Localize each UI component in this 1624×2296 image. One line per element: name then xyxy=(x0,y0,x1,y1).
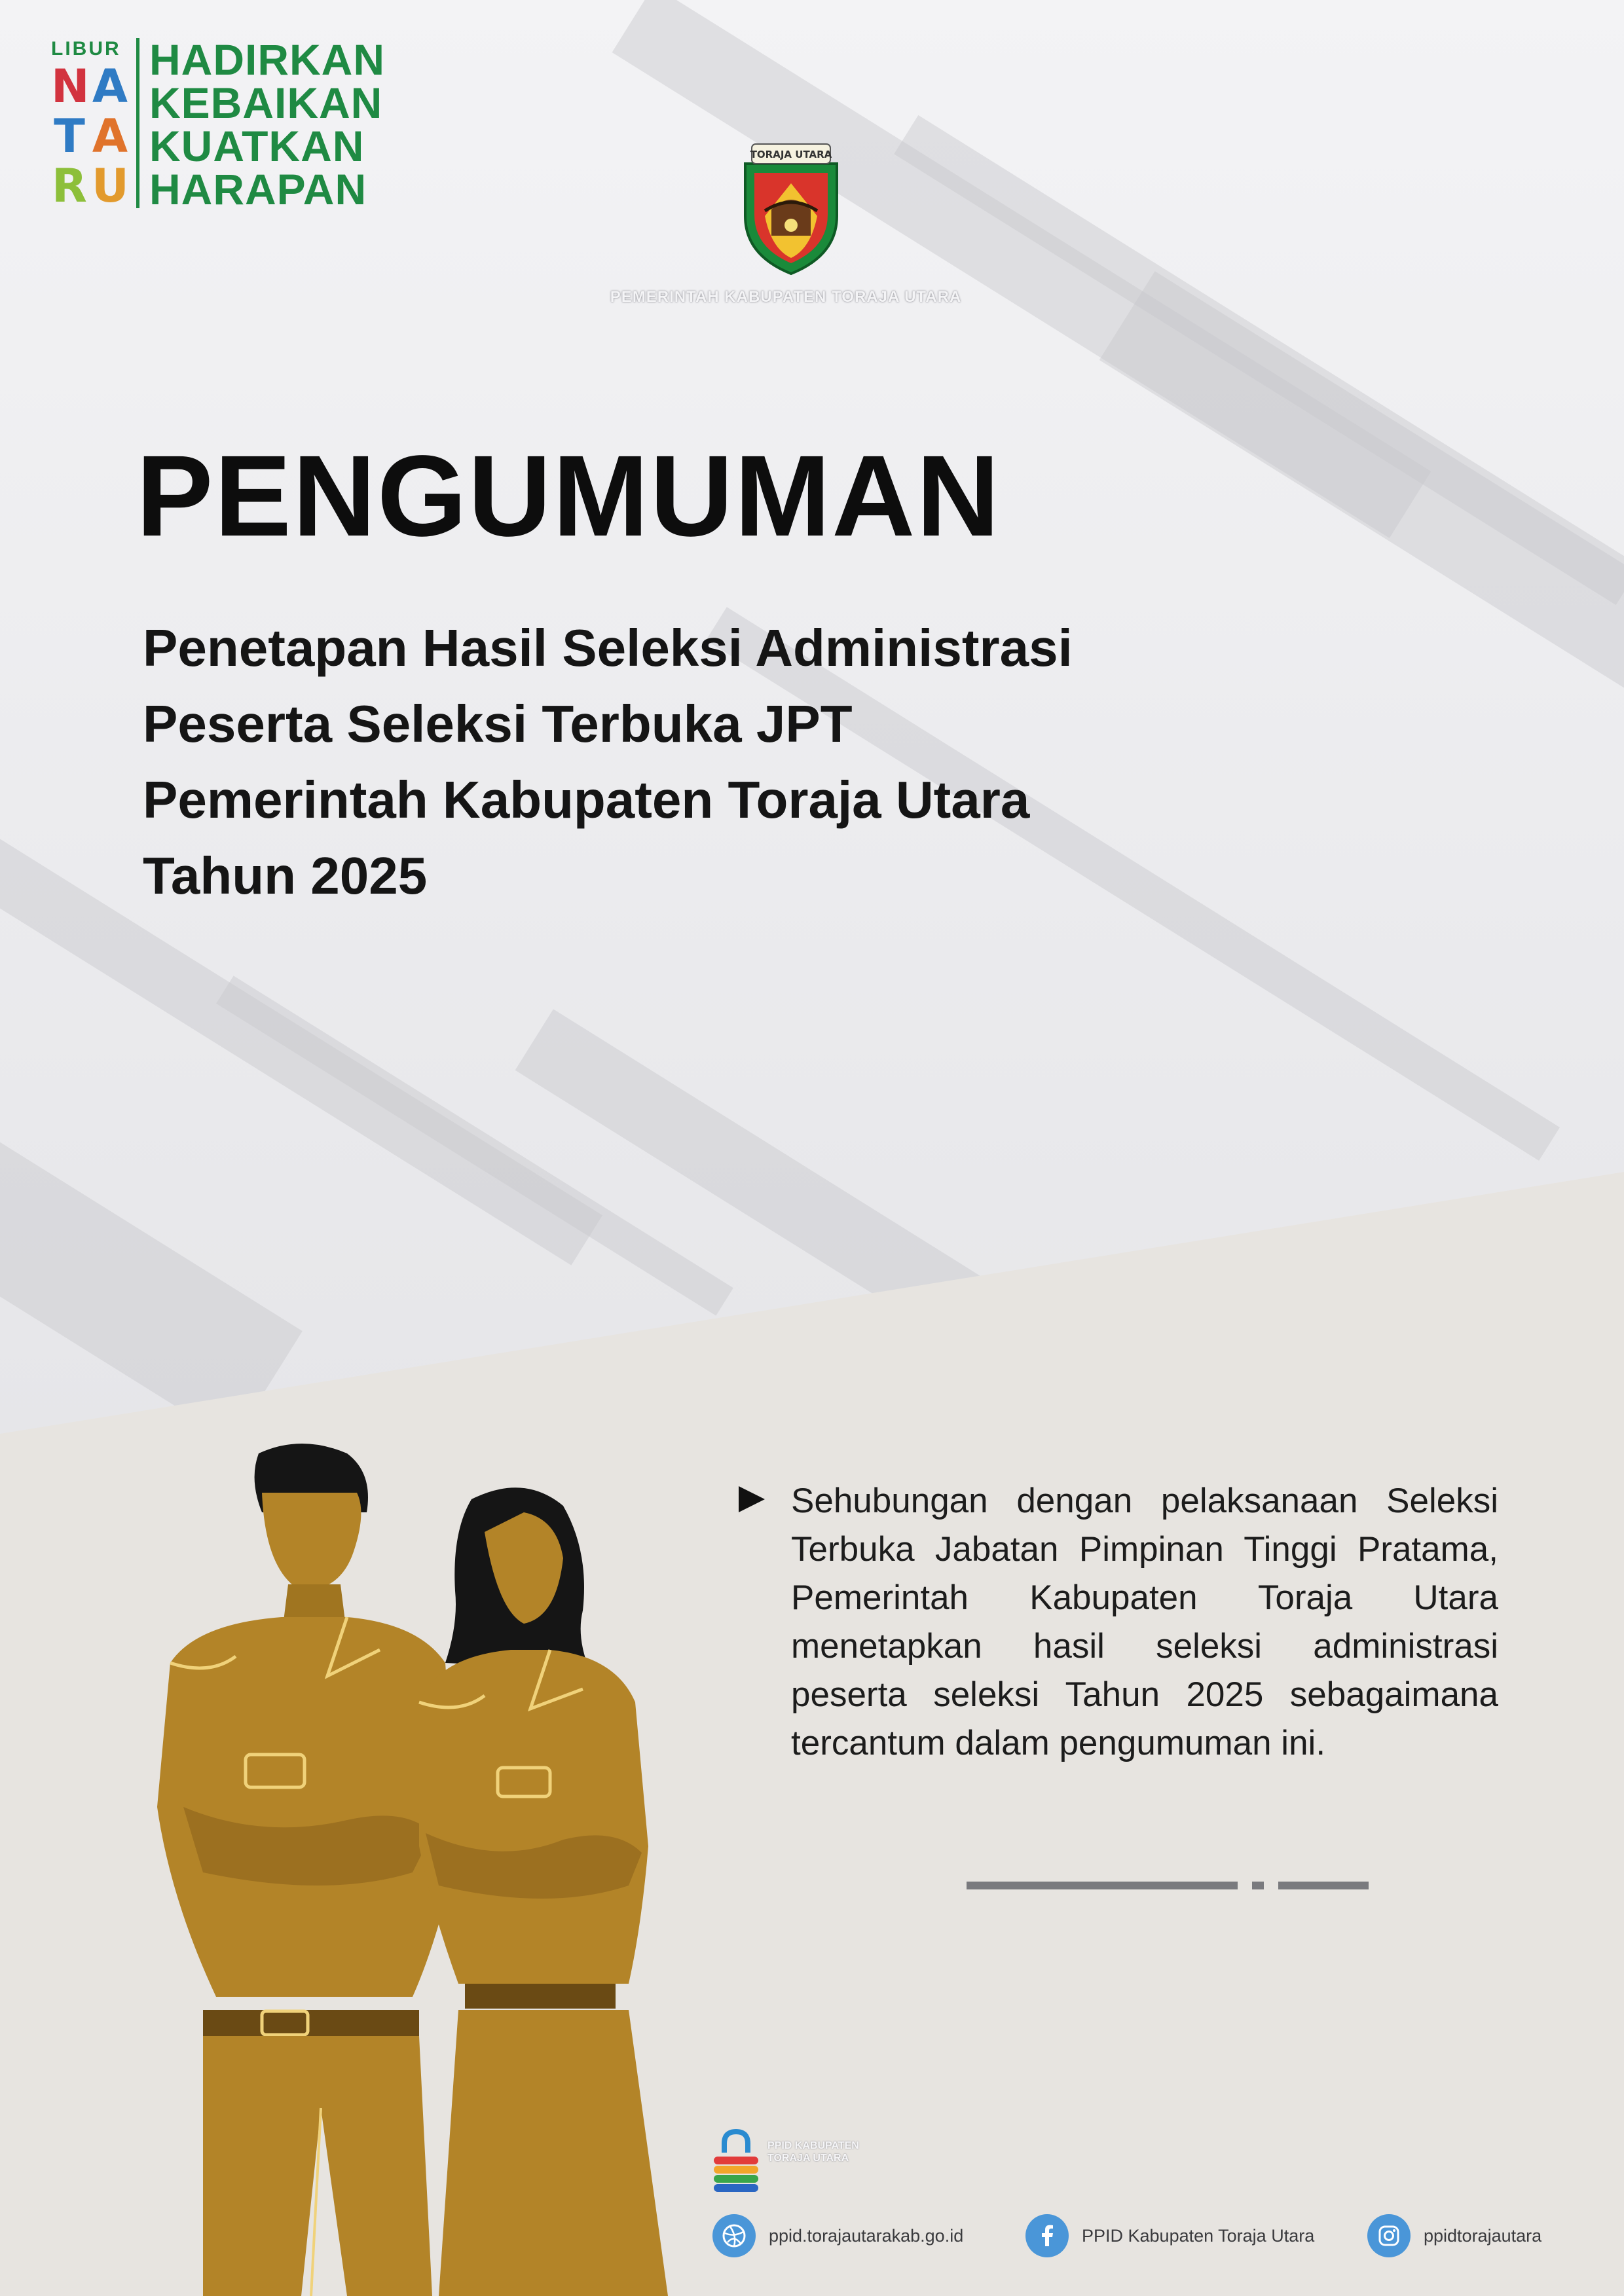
ppid-logo xyxy=(710,2126,880,2198)
logo-separator xyxy=(136,38,139,208)
nataru-r: R xyxy=(52,159,87,213)
footer-website[interactable] xyxy=(712,2214,963,2257)
subtitle-line-1: Penetapan Hasil Seleksi Administrasi xyxy=(143,619,1073,677)
divider-dot xyxy=(1252,1882,1264,1889)
slogan-line-1: HADIRKAN xyxy=(149,35,385,84)
facebook-icon xyxy=(1025,2214,1069,2257)
footer-facebook[interactable] xyxy=(1025,2214,1314,2257)
instagram-label: ppidtorajautara xyxy=(1424,2225,1542,2246)
subtitle-line-4: Tahun 2025 xyxy=(143,847,428,905)
announcement-body: Sehubungan dengan pelaksanaan Seleksi Terbuka Jabatan Pimpinan Tinggi Pratama, Pemerintah Kabupaten Toraja Utara menetapkan hasil seleksi administrasi peserta seleksi Tahun 2025 sebagaimana tercantum dalam pengumuman ini. xyxy=(791,1482,1498,1762)
nataru-u: U xyxy=(92,159,129,213)
ppid-lock-icon xyxy=(710,2126,762,2198)
toraja-utara-crest-icon xyxy=(732,137,850,279)
nataru-a1: A xyxy=(92,60,128,113)
page-title: PENGUMUMAN xyxy=(136,432,1001,560)
slogan-line-2: KEBAIKAN xyxy=(149,79,383,127)
subtitle-line-2: Peserta Seleksi Terbuka JPT xyxy=(143,695,853,753)
globe-icon xyxy=(712,2214,756,2257)
website-label: ppid.torajautarakab.go.id xyxy=(769,2225,964,2246)
nataru-na: N xyxy=(51,60,90,113)
crest-caption: PEMERINTAH KABUPATEN TORAJA UTARA xyxy=(610,288,962,306)
nataru-a2: A xyxy=(92,109,128,163)
instagram-icon xyxy=(1367,2214,1411,2257)
slogan-line-4: HARAPAN xyxy=(149,165,367,213)
triangle-right-icon xyxy=(737,1485,766,1514)
facebook-label: PPID Kabupaten Toraja Utara xyxy=(1082,2225,1315,2246)
nataru-t: T xyxy=(54,109,85,163)
slogan-line-3: KUATKAN xyxy=(149,122,365,170)
uniformed-staff-illustration xyxy=(131,1440,733,2296)
divider-long xyxy=(967,1882,1238,1889)
libur-word: LIBUR xyxy=(51,38,121,60)
divider-short xyxy=(1278,1882,1369,1889)
crest-banner-text: TORAJA UTARA xyxy=(750,149,832,160)
footer-instagram[interactable] xyxy=(1367,2214,1541,2257)
subtitle-line-3: Pemerintah Kabupaten Toraja Utara xyxy=(143,771,1030,829)
ppid-logo-text: PPID KABUPATEN TORAJA UTARA xyxy=(767,2140,859,2164)
